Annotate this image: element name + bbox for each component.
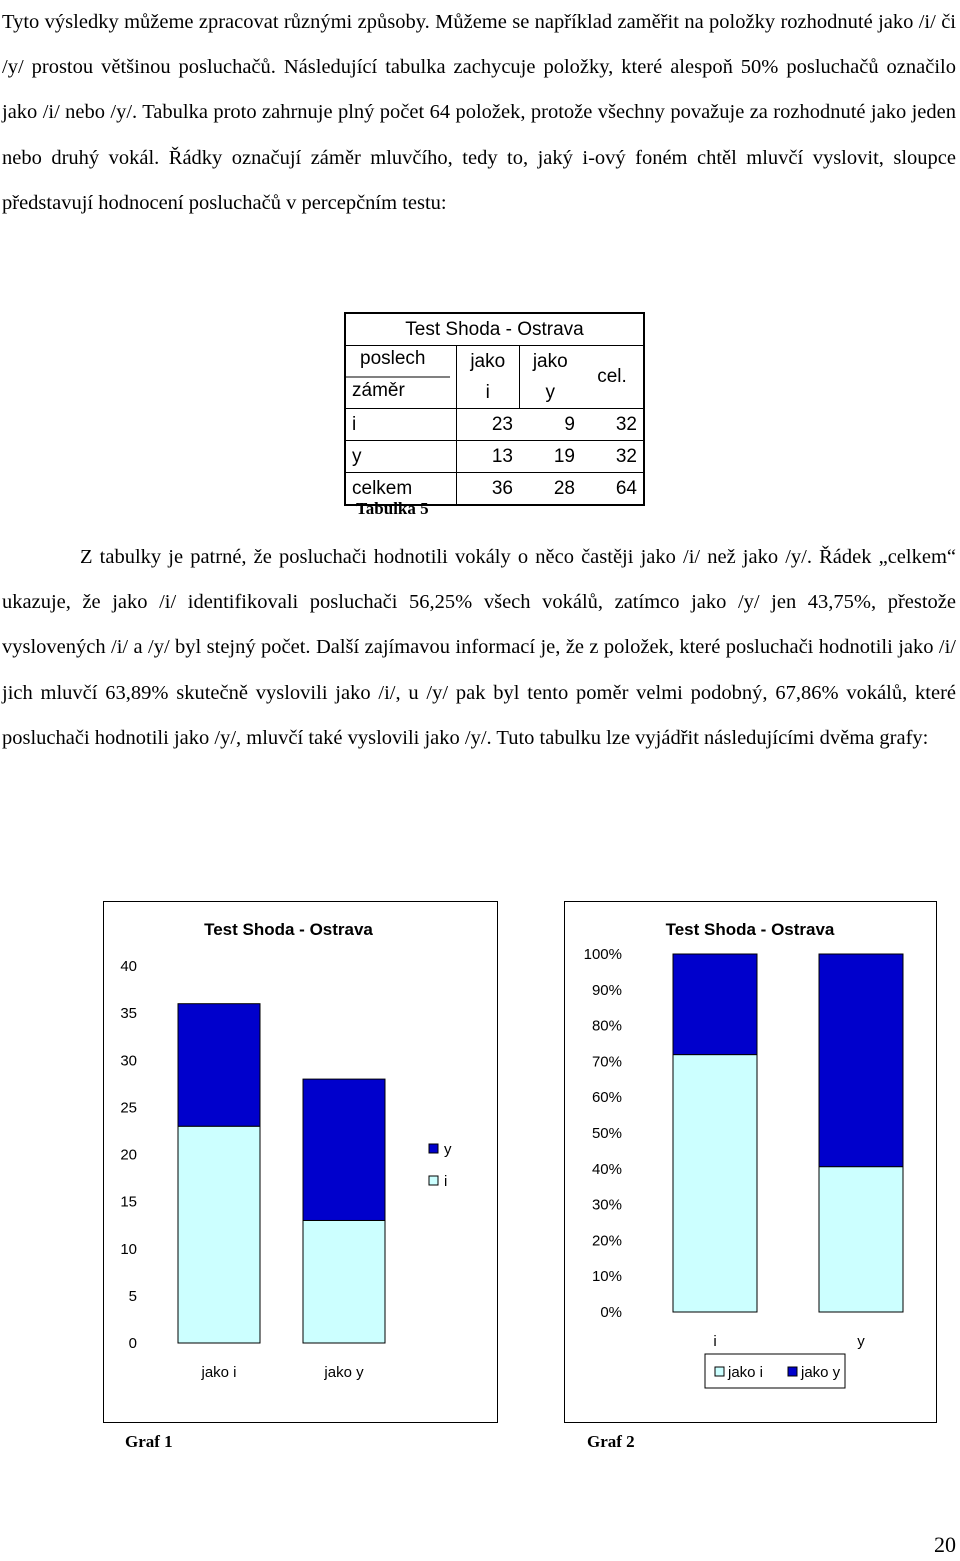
- y-tick-label: 0%: [600, 1304, 622, 1321]
- y-tick-label: 80%: [591, 1017, 622, 1035]
- header-zamer: záměr: [352, 380, 405, 401]
- y-tick-label: 40: [120, 958, 137, 975]
- y-tick-label: 30%: [591, 1196, 622, 1214]
- y-tick-label: 35: [120, 1005, 137, 1023]
- y-tick-label: 30: [120, 1052, 137, 1070]
- table-row: celkem 36 28 64: [345, 473, 644, 506]
- legend-swatch: [429, 1176, 438, 1185]
- y-tick-label: 50%: [591, 1125, 622, 1142]
- x-tick-label: y: [857, 1333, 865, 1350]
- y-tick-label: 5: [128, 1287, 137, 1305]
- bar-segment-jako-i: [819, 1167, 903, 1312]
- table-row: i 23 9 32: [345, 409, 644, 441]
- bar-segment-i: [303, 1220, 385, 1343]
- y-tick-label: 60%: [591, 1089, 622, 1107]
- y-tick-label: 40%: [591, 1160, 622, 1178]
- chart-graf-2: [564, 901, 937, 1423]
- legend-swatch: [788, 1367, 797, 1376]
- legend-label: jako i: [728, 1364, 764, 1381]
- chart-title: Test Shoda - Ostrava: [665, 920, 835, 939]
- legend-swatch: [715, 1367, 724, 1376]
- x-tick-label: jako y: [324, 1364, 364, 1381]
- y-tick-label: 70%: [591, 1053, 622, 1071]
- y-tick-label: 100%: [583, 946, 622, 963]
- page-number: 20: [934, 1532, 956, 1557]
- table-caption: Tabulka 5: [356, 499, 429, 518]
- y-tick-label: 0: [128, 1335, 137, 1352]
- legend-label: y: [444, 1141, 452, 1158]
- y-tick-label: 15: [120, 1193, 137, 1211]
- bar-segment-y: [178, 1004, 260, 1127]
- bar-segment-y: [303, 1079, 385, 1220]
- table-header-corner: [345, 346, 457, 409]
- x-tick-label: i: [713, 1333, 717, 1350]
- bar-segment-i: [178, 1126, 260, 1343]
- y-tick-label: 90%: [591, 981, 622, 999]
- paragraph-intro: Tyto výsledky můžeme zpracovat různými způsoby. Můžeme se například zaměřit na položky rozhodnuté jako /i/ či /y/ prostou většinou posluchačů. Následující tabulka zachycuje položky, které alespoň 50% posluchačů označilo jako /i/ nebo /y/. Tabulka proto zahrnuje plný počet 64 položek, protože všechny považuje za rozhodnuté jako jeden nebo druhý vokál. Řádky označují záměr mluvčího, tedy to, jaký i-ový foném chtěl mluvčí vyslovit, sloupce představují hodnocení posluchačů v percepčním testu:: [2, 11, 956, 214]
- chart-2-caption: Graf 2: [587, 1432, 635, 1451]
- y-tick-label: 10: [120, 1240, 137, 1258]
- col-header-jako-y: jako y: [532, 351, 568, 403]
- bar-segment-jako-i: [673, 1055, 757, 1312]
- chart-graf-1: [103, 901, 498, 1423]
- legend-swatch: [429, 1144, 438, 1153]
- y-tick-label: 10%: [591, 1268, 622, 1286]
- header-poslech: poslech: [360, 348, 426, 369]
- chart-1-svg: [104, 902, 497, 1422]
- y-tick-label: 20: [120, 1146, 137, 1164]
- col-header-total: cel.: [581, 346, 644, 409]
- table-title: Test Shoda - Ostrava: [345, 313, 644, 346]
- bar-segment-jako-y: [819, 954, 903, 1167]
- x-tick-label: jako i: [201, 1364, 237, 1381]
- paragraph-analysis: Z tabulky je patrné, že posluchači hodnotili vokály o něco častěji jako /i/ než jako /y/. Řádek „celkem“ ukazuje, že jako /i/ identifikovali posluchači 56,25% všech vokálů, zatímco jako /y/ jen 43,75%, přestože vyslovených /i/ a /y/ byl stejný počet. Další zajímavou informací je, že z položek, které posluchači hodnotili jako /i/ jich mluvčí 63,89% skutečně vyslovili jako /i/, u /y/ pak byl tento poměr velmi podobný, 67,86% vokálů, které posluchači hodnotili jako /y/, mluvčí také vyslovili jako /y/. Tuto tabulku lze vyjádřit následujícími dvěma grafy:: [2, 546, 956, 749]
- table-row: y 13 19 32: [345, 441, 644, 473]
- chart-2-svg: [565, 902, 936, 1422]
- legend-label: i: [444, 1173, 448, 1190]
- col-header-jako-i: jako i: [457, 346, 520, 409]
- bar-segment-jako-y: [673, 954, 757, 1055]
- results-table: [344, 312, 645, 506]
- y-tick-label: 25: [120, 1099, 137, 1117]
- y-tick-label: 20%: [591, 1232, 622, 1250]
- chart-title: Test Shoda - Ostrava: [204, 920, 373, 939]
- chart-1-caption: Graf 1: [125, 1432, 173, 1451]
- legend-label: jako y: [801, 1364, 841, 1381]
